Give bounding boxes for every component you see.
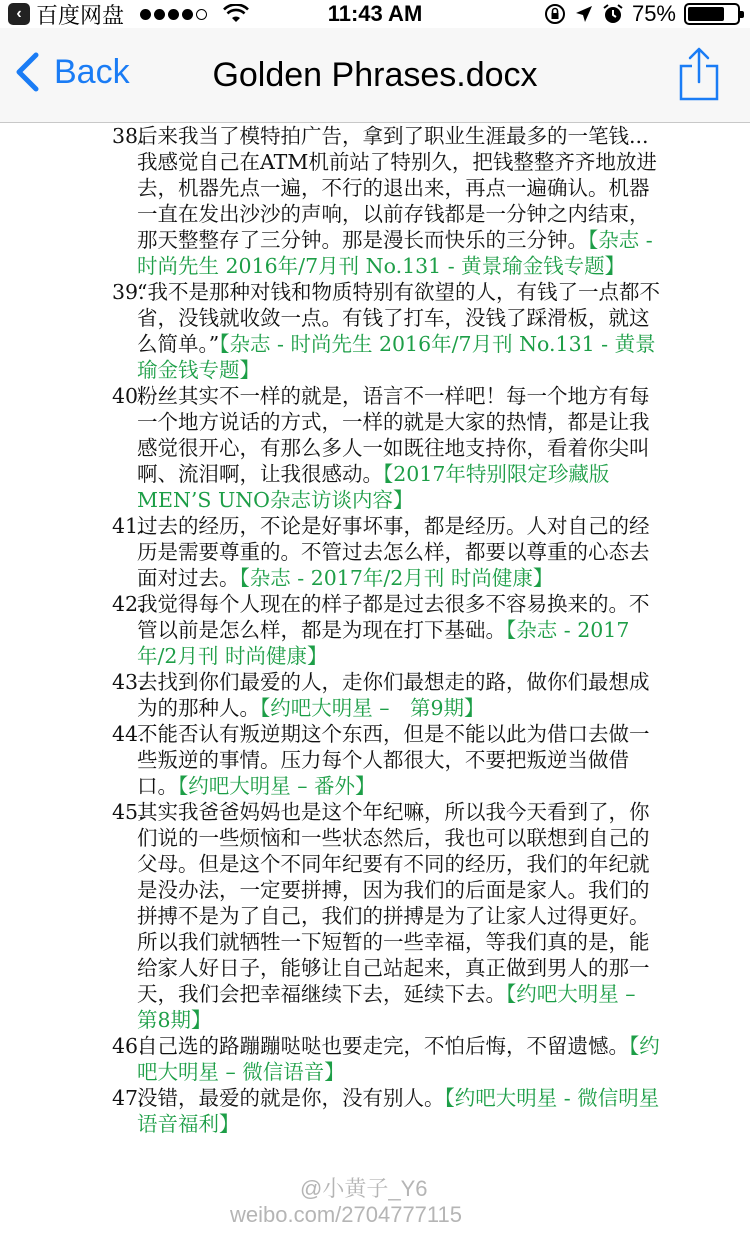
item-number: 41.	[112, 514, 145, 538]
back-label: Back	[54, 52, 130, 91]
carrier-label[interactable]: 百度网盘	[36, 2, 125, 28]
page-title: Golden Phrases.docx	[212, 56, 538, 94]
status-right	[544, 1, 750, 27]
item-number: 39.	[112, 280, 145, 304]
navigation-bar	[0, 28, 750, 123]
item-source: 【杂志 - 2017年/2月刊 时尚健康】	[137, 618, 630, 668]
list-item	[112, 591, 660, 669]
item-number: 38.	[112, 124, 145, 148]
item-source: 【杂志 - 时尚先生 2016年/7月刊 No.131 - 黄景瑜金钱专题】	[137, 228, 653, 278]
item-text: 我觉得每个人现在的样子都是过去很多不容易换来的。不管以前是怎么样，都是为现在打下基础。	[137, 592, 650, 642]
location-icon	[574, 4, 594, 24]
item-number: 47.	[112, 1086, 145, 1110]
item-number: 45.	[112, 800, 145, 824]
item-number: 40.	[112, 384, 145, 408]
item-source: 【杂志 - 2017年/2月刊 时尚健康】	[239, 566, 554, 590]
list-item	[112, 123, 660, 279]
list-item	[112, 1033, 660, 1085]
list-item	[112, 383, 660, 513]
status-time: 11:43 AM	[327, 1, 423, 26]
phrase-list	[0, 123, 660, 1137]
item-source: 【杂志 - 时尚先生 2016年/7月刊 No.131 - 黄景瑜金钱专题】	[137, 332, 656, 382]
item-source: 【2017年特别限定珍藏版MEN’S UNO杂志访谈内容】	[137, 462, 610, 512]
list-item	[112, 279, 660, 383]
watermark-url: weibo.com/2704777115	[230, 1202, 462, 1227]
item-text: “我不是那种对钱和物质特别有欲望的人，有钱了一点都不省，没钱就收敛一点。有钱了打车，没钱了踩滑板，就这么简单。”	[137, 280, 660, 356]
document-content[interactable]	[0, 123, 750, 1237]
item-number: 43.	[112, 670, 145, 694]
share-icon[interactable]	[678, 46, 720, 102]
item-source: 【约吧大明星 - 微信明星语音福利】	[137, 1086, 660, 1136]
back-to-app-icon[interactable]: ‹	[8, 3, 30, 25]
item-text: 自己选的路蹦蹦哒哒也要走完，不怕后悔，不留遗憾。	[137, 1034, 629, 1058]
item-text: 不能否认有叛逆期这个东西，但是不能以此为借口去做一些叛逆的事情。压力每个人都很大，不要把叛逆当做借口。	[137, 722, 650, 798]
item-source: 【约吧大明星 – 第8期】	[137, 982, 636, 1032]
battery-percent: 75%	[631, 1, 676, 26]
alarm-icon	[602, 3, 624, 25]
item-source: 【约吧大明星 – 第9期】	[260, 696, 485, 720]
lock-rotation-icon	[544, 3, 566, 25]
status-left	[0, 0, 249, 30]
item-number: 42.	[112, 592, 145, 616]
item-text: 去找到你们最爱的人，走你们最想走的路，做你们最想成为的那种人。	[137, 670, 650, 720]
item-text: 没错，最爱的就是你，没有别人。	[137, 1086, 445, 1110]
item-text: 后来我当了模特拍广告，拿到了职业生涯最多的一笔钱...我感觉自己在ATM机前站了特别久，把钱整整齐齐地放进去，机器先点一遍，不行的退出来，再点一遍确认。机器一直在发出沙沙的声响，以前存钱都是一分钟之内结束，那天整整存了三分钟。那是漫长而快乐的三分钟。	[137, 124, 657, 252]
signal-dots-icon	[140, 9, 207, 20]
list-item	[112, 721, 660, 799]
watermark-handle: @小黄子_Y6	[300, 1176, 428, 1201]
list-item	[112, 513, 660, 591]
list-item	[112, 1085, 660, 1137]
item-text: 其实我爸爸妈妈也是这个年纪嘛，所以我今天看到了，你们说的一些烦恼和一些状态然后，我也可以联想到自己的父母。但是这个不同年纪要有不同的经历，我们的年纪就是没办法，一定要拼搏，因为我们的后面是家人。我们的拼搏不是为了自己，我们的拼搏是为了让家人过得更好。所以我们就牺牲一下短暂的一些幸福，等我们真的是，能给家人好日子，能够让自己站起来，真正做到男人的那一天，我们会把幸福继续下去，延续下去。	[137, 800, 650, 1006]
item-number: 46.	[112, 1034, 145, 1058]
status-bar	[0, 0, 750, 28]
list-item	[112, 669, 660, 721]
wifi-icon	[223, 4, 249, 24]
battery-icon	[684, 3, 740, 25]
item-source: 【约吧大明星 – 微信语音】	[137, 1034, 660, 1084]
item-source: 【约吧大明星 – 番外】	[178, 774, 376, 798]
item-text: 粉丝其实不一样的就是，语言不一样吧！每一个地方有每一个地方说话的方式，一样的就是大家的热情，都是让我感觉很开心，有那么多人一如既往地支持你，看着你尖叫啊、流泪啊，让我很感动。	[137, 384, 650, 486]
list-item	[112, 799, 660, 1033]
item-text: 过去的经历，不论是好事坏事，都是经历。人对自己的经历是需要尊重的。不管过去怎么样，都要以尊重的心态去面对过去。	[137, 514, 650, 590]
item-number: 44.	[112, 722, 145, 746]
